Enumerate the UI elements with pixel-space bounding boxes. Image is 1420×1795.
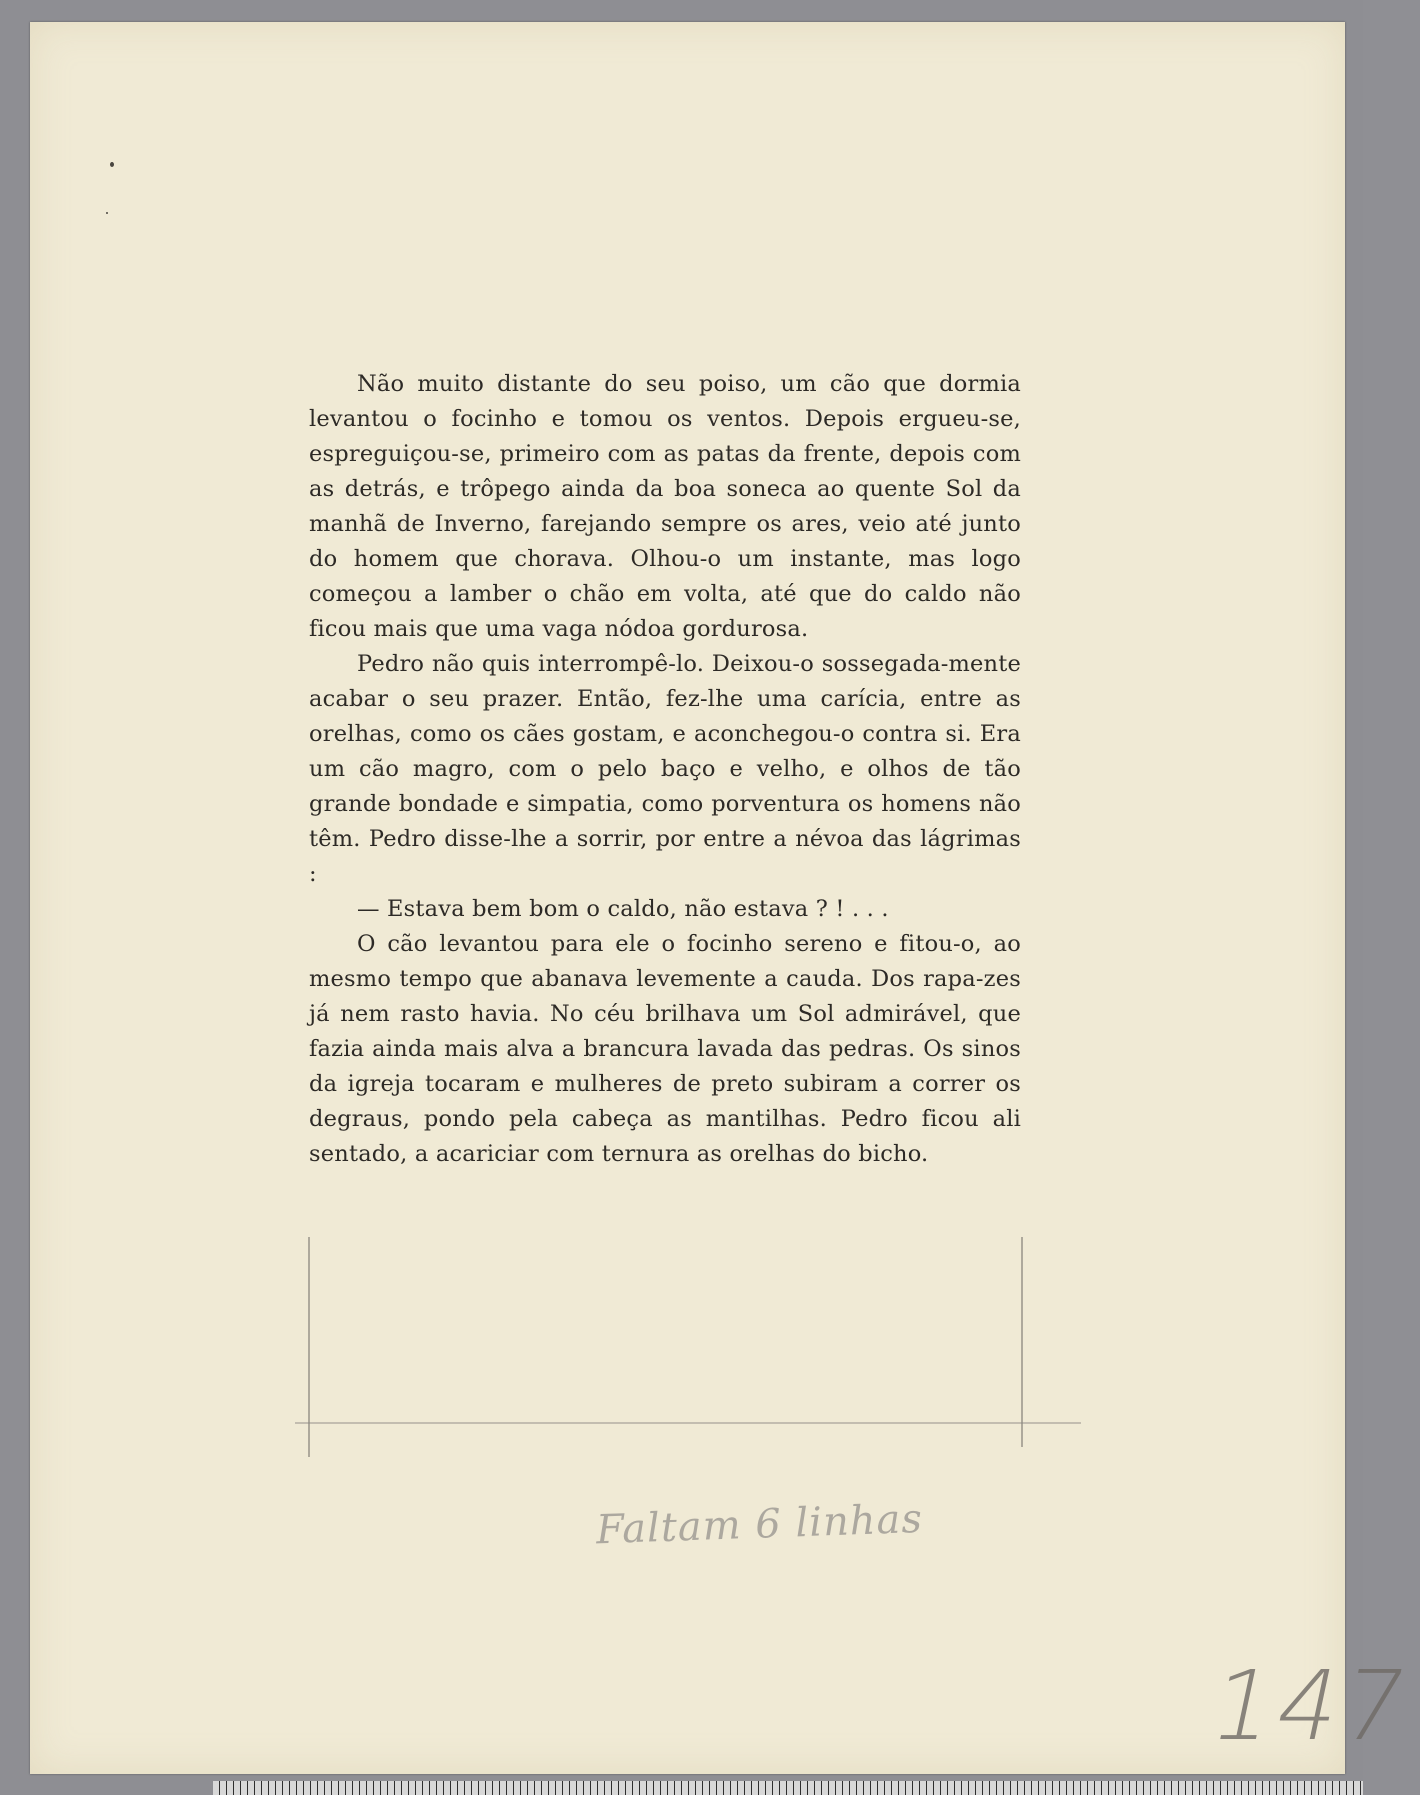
scale-ruler: [213, 1781, 1363, 1795]
handwritten-note: Faltam 6 linhas: [595, 1495, 924, 1554]
pencil-margin-line-left: [308, 1237, 310, 1457]
dialogue-line: — Estava bem bom o caldo, não estava ? ! . . .: [357, 896, 889, 922]
paragraph: O cão levantou para ele o focinho sereno e fitou-o, ao mesmo tempo que abanava levemente a cauda. Dos rapa-zes já nem rasto havia. No céu brilhava um Sol admirável, que fazia ainda mais alva a brancura lavada das pedras. Os sinos da igreja tocaram e mulheres de preto subiram a correr os degraus, pondo pela cabeça as mantilhas. Pedro ficou ali sentado, a acariciar com ternura as orelhas do bicho.: [309, 931, 1021, 1167]
paragraph: Pedro não quis interrompê-lo. Deixou-o sossegada-mente acabar o seu prazer. Então, fez-lhe uma carícia, entre as orelhas, como os cães gostam, e aconchegou-o contra si. Era um cão magro, com o pelo baço e velho, e olhos de tão grande bondade e simpatia, como porventura os homens não têm. Pedro disse-lhe a sorrir, por entre a névoa das lágrimas :: [309, 651, 1021, 887]
pencil-margin-line-right: [1021, 1237, 1023, 1447]
ink-speck: [110, 162, 114, 167]
ink-speck: [106, 212, 108, 214]
paragraph: Não muito distante do seu poiso, um cão que dormia levantou o focinho e tomou os ventos. Depois ergueu-se, espreguiçou-se, primeiro com as patas da frente, depois com as detrás, e trôpego ainda da boa soneca ao quente Sol da manhã de Inverno, farejando sempre os ares, veio até junto do homem que chorava. Olhou-o um instante, mas logo começou a lamber o chão em volta, até que do caldo não ficou mais que uma vaga nódoa gordurosa.: [309, 371, 1021, 642]
body-text: [309, 367, 1021, 1172]
document-page: [30, 22, 1420, 1774]
pencil-bottom-line: [295, 1422, 1081, 1424]
page-number: 147: [1201, 1650, 1420, 1762]
